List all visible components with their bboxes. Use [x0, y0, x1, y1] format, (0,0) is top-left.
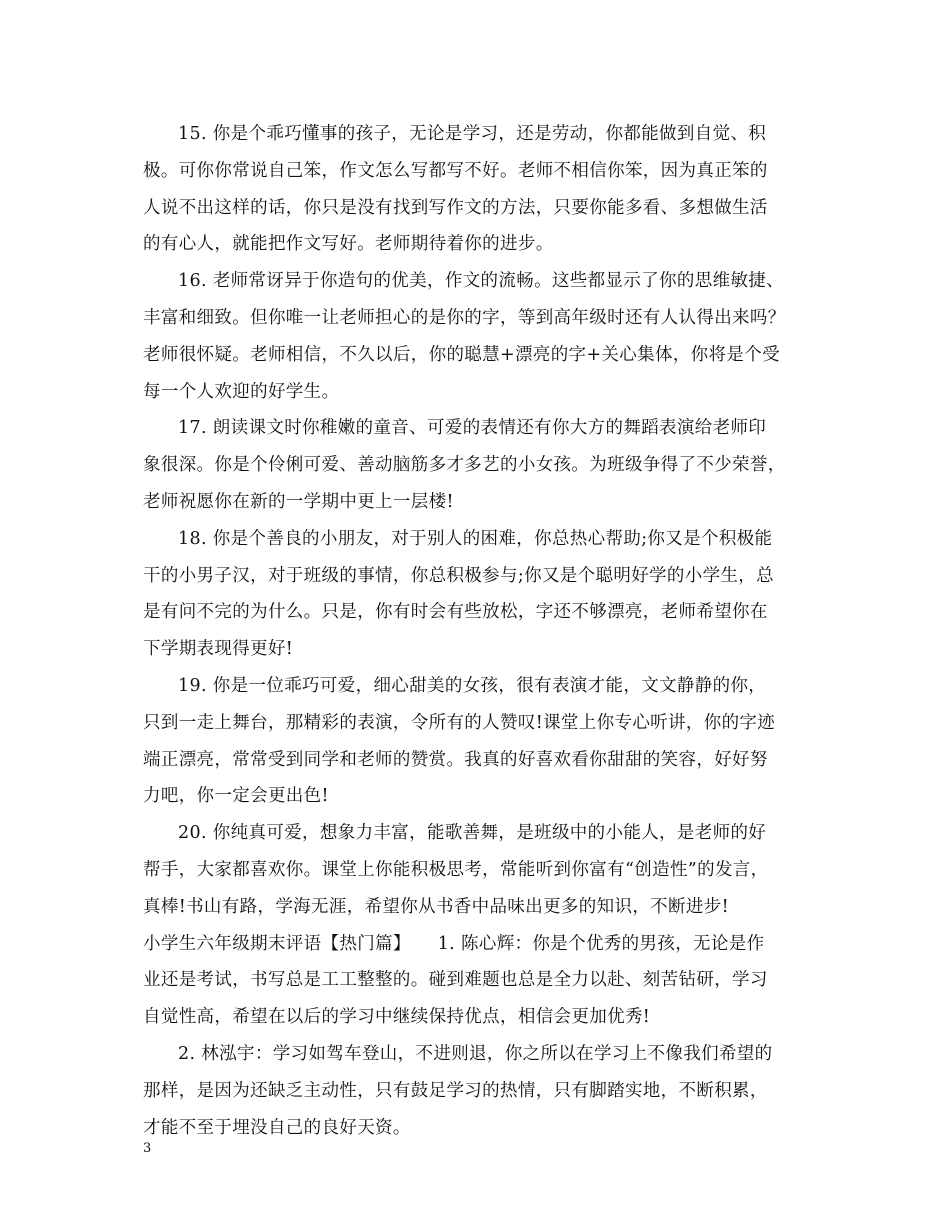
text-line: 16. 老师常讶异于你造句的优美，作文的流畅。这些都显示了你的思维敏捷、	[178, 271, 784, 292]
text-line: 丰富和细致。但你唯一让老师担心的是你的字，等到高年级时还有人认得出来吗？	[143, 307, 786, 328]
text-line: 才能不至于埋没自己的良好天资。	[143, 1117, 411, 1138]
text-line: 19. 你是一位乖巧可爱，细心甜美的女孩，很有表演才能，文文静静的你，	[178, 675, 767, 696]
page-number: 3	[143, 1141, 152, 1156]
text-line: 真棒!书山有路，学海无涯，希望你从书香中品味出更多的知识，不断进步!	[143, 896, 729, 917]
text-line: 人说不出这样的话，你只是没有找到写作文的方法，只要你能多看、多想做生活	[143, 197, 768, 218]
text-line: 小学生六年级期末评语【热门篇】 1. 陈心辉：你是个优秀的男孩，无论是作	[143, 933, 765, 954]
text-line: 是有问不完的为什么。只是，你有时会有些放松，字还不够漂亮，老师希望你在	[143, 602, 768, 623]
text-line: 象很深。你是个伶俐可爱、善动脑筋多才多艺的小女孩。为班级争得了不少荣誉，	[143, 455, 786, 476]
text-line: 自觉性高，希望在以后的学习中继续保持优点，相信会更加优秀!	[143, 1007, 651, 1028]
text-line: 15. 你是个乖巧懂事的孩子，无论是学习，还是劳动，你都能做到自觉、积	[178, 124, 767, 144]
text-line: 业还是考试，书写总是工工整整的。碰到难题也总是全力以赴、刻苦钻研，学习	[143, 970, 768, 991]
text-line: 18. 你是个善良的小朋友，对于别人的困难，你总热心帮助;你又是个积极能	[178, 528, 773, 549]
text-line: 干的小男子汉，对于班级的事情，你总积极参与;你又是个聪明好学的小学生，总	[143, 565, 774, 586]
text-line: 2. 林泓宇：学习如驾车登山，不进则退，你之所以在学习上不像我们希望的	[178, 1043, 773, 1064]
text-line: 端正漂亮，常常受到同学和老师的赞赏。我真的好喜欢看你甜甜的笑容，好好努	[143, 749, 768, 770]
text-line: 的有心人，就能把作文写好。老师期待着你的进步。	[143, 234, 554, 255]
text-line: 极。可你你常说自己笨，作文怎么写都写不好。老师不相信你笨，因为真正笨的	[143, 160, 768, 181]
text-line: 老师很怀疑。老师相信，不久以后，你的聪慧+漂亮的字+关心集体，你将是个受	[143, 344, 780, 365]
text-line: 只到一走上舞台，那精彩的表演，令所有的人赞叹!课堂上你专心听讲，你的字迹	[143, 712, 776, 733]
text-line: 每一个人欢迎的好学生。	[143, 381, 340, 402]
text-line: 17. 朗读课文时你稚嫩的童音、可爱的表情还有你大方的舞蹈表演给老师印	[178, 418, 767, 439]
document-body	[143, 116, 823, 1146]
text-line: 老师祝愿你在新的一学期中更上一层楼!	[143, 491, 454, 512]
text-line: 力吧，你一定会更出色!	[143, 786, 329, 807]
text-line: 下学期表现得更好!	[143, 639, 294, 660]
text-line: 20. 你纯真可爱，想象力丰富，能歌善舞，是班级中的小能人，是老师的好	[178, 823, 767, 844]
text-line: 那样，是因为还缺乏主动性，只有鼓足学习的热情，只有脚踏实地，不断积累，	[143, 1080, 768, 1101]
text-line: 帮手，大家都喜欢你。课堂上你能积极思考，常能听到你富有“创造性”的发言，	[143, 859, 769, 880]
